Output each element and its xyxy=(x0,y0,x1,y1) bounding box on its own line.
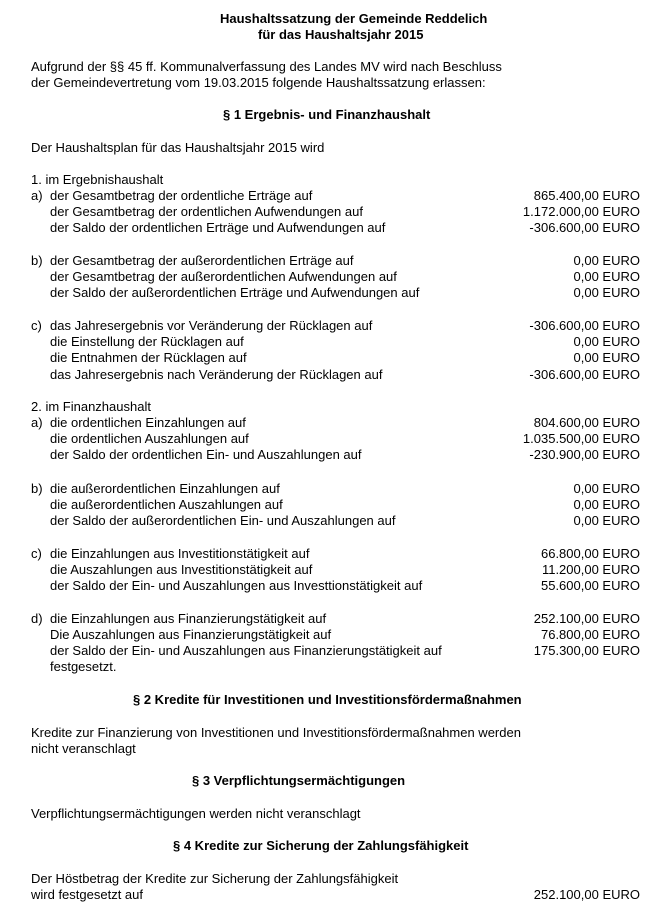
row-text: der Saldo der Ein- und Auszahlungen aus Finanzierungstätigkeit auf xyxy=(50,643,442,658)
finanz-heading: 2. im Finanzhaushalt xyxy=(31,399,151,414)
row-text: Die Auszahlungen aus Finanzierungstätigkeit auf xyxy=(50,627,332,642)
row-text: die Einstellung der Rücklagen auf xyxy=(50,334,244,349)
row-text: der Saldo der Ein- und Auszahlungen aus Investtionstätigkeit auf xyxy=(50,578,423,593)
row-text: die außerordentlichen Auszahlungen auf xyxy=(50,497,283,512)
row-amount: 0,00 EURO xyxy=(573,285,640,300)
section4-heading: § 4 Kredite zur Sicherung der Zahlungsfähigkeit xyxy=(173,838,469,853)
section2-line2: nicht veranschlagt xyxy=(31,741,136,756)
section4-amount: 252.100,00 EURO xyxy=(533,887,640,902)
row-text: die Einzahlungen aus Finanzierungstätigkeit auf xyxy=(50,611,327,626)
group-marker: c) xyxy=(31,318,42,333)
row-amount: 55.600,00 EURO xyxy=(540,578,640,593)
row-text: die Einzahlungen aus Investitionstätigkeit auf xyxy=(50,546,310,561)
section2-line1: Kredite zur Finanzierung von Investitionen und Investitionsfördermaßnahmen werden xyxy=(31,725,521,740)
row-amount: -306.600,00 EURO xyxy=(529,318,640,333)
row-amount: 76.800,00 EURO xyxy=(540,627,640,642)
document-title-line2: für das Haushaltsjahr 2015 xyxy=(258,27,424,42)
row-amount: 804.600,00 EURO xyxy=(533,415,640,430)
section1-heading: § 1 Ergebnis- und Finanzhaushalt xyxy=(223,107,431,122)
row-text: der Gesamtbetrag der ordentliche Erträge auf xyxy=(50,188,313,203)
row-amount: 66.800,00 EURO xyxy=(540,546,640,561)
section4-line1: Der Höstbetrag der Kredite zur Sicherung der Zahlungsfähigkeit xyxy=(31,871,399,886)
row-amount: 0,00 EURO xyxy=(573,334,640,349)
row-amount: 0,00 EURO xyxy=(573,513,640,528)
row-amount: 0,00 EURO xyxy=(573,253,640,268)
row-text: festgesetzt. xyxy=(50,659,117,674)
group-marker: b) xyxy=(31,481,43,496)
row-amount: 252.100,00 EURO xyxy=(533,611,640,626)
group-marker: c) xyxy=(31,546,42,561)
row-amount: 0,00 EURO xyxy=(573,350,640,365)
group-marker: a) xyxy=(31,188,43,203)
intro-line2: der Gemeindevertretung vom 19.03.2015 folgende Haushaltssatzung erlassen: xyxy=(31,75,486,90)
row-text: die Auszahlungen aus Investitionstätigkeit auf xyxy=(50,562,313,577)
row-text: das Jahresergebnis vor Veränderung der Rücklagen auf xyxy=(50,318,373,333)
group-marker: d) xyxy=(31,611,43,626)
section3-heading: § 3 Verpflichtungsermächtigungen xyxy=(192,773,406,788)
row-text: die ordentlichen Einzahlungen auf xyxy=(50,415,246,430)
row-amount: 1.172.000,00 EURO xyxy=(522,204,640,219)
row-text: der Gesamtbetrag der ordentlichen Aufwendungen auf xyxy=(50,204,363,219)
row-amount: -306.600,00 EURO xyxy=(529,220,640,235)
row-text: die Entnahmen der Rücklagen auf xyxy=(50,350,247,365)
ergebnis-heading: 1. im Ergebnishaushalt xyxy=(31,172,164,187)
row-amount: 0,00 EURO xyxy=(573,481,640,496)
row-text: die ordentlichen Auszahlungen auf xyxy=(50,431,249,446)
row-amount: 1.035.500,00 EURO xyxy=(522,431,640,446)
row-text: der Saldo der ordentlichen Erträge und Aufwendungen auf xyxy=(50,220,386,235)
row-amount: -306.600,00 EURO xyxy=(529,367,640,382)
row-text: der Gesamtbetrag der außerordentlichen Aufwendungen auf xyxy=(50,269,397,284)
row-amount: -230.900,00 EURO xyxy=(529,447,640,462)
row-text: der Saldo der außerordentlichen Ein- und Auszahlungen auf xyxy=(50,513,396,528)
row-text: die außerordentlichen Einzahlungen auf xyxy=(50,481,280,496)
row-amount: 175.300,00 EURO xyxy=(533,643,640,658)
row-amount: 865.400,00 EURO xyxy=(533,188,640,203)
group-marker: a) xyxy=(31,415,43,430)
row-text: der Gesamtbetrag der außerordentlichen Erträge auf xyxy=(50,253,354,268)
document-title-line1: Haushaltssatzung der Gemeinde Reddelich xyxy=(220,11,488,26)
row-amount: 0,00 EURO xyxy=(573,269,640,284)
row-text: der Saldo der außerordentlichen Erträge und Aufwendungen auf xyxy=(50,285,420,300)
row-text: das Jahresergebnis nach Veränderung der Rücklagen auf xyxy=(50,367,383,382)
row-amount: 0,00 EURO xyxy=(573,497,640,512)
section1-lead: Der Haushaltsplan für das Haushaltsjahr 2015 wird xyxy=(31,140,325,155)
intro-line1: Aufgrund der §§ 45 ff. Kommunalverfassung des Landes MV wird nach Beschluss xyxy=(31,59,502,74)
section3-line1: Verpflichtungsermächtigungen werden nicht veranschlagt xyxy=(31,806,361,821)
row-text: der Saldo der ordentlichen Ein- und Auszahlungen auf xyxy=(50,447,362,462)
section4-line2: wird festgesetzt auf xyxy=(31,887,143,902)
row-amount: 11.200,00 EURO xyxy=(541,562,640,577)
group-marker: b) xyxy=(31,253,43,268)
section2-heading: § 2 Kredite für Investitionen und Investitionsfördermaßnahmen xyxy=(133,692,522,707)
